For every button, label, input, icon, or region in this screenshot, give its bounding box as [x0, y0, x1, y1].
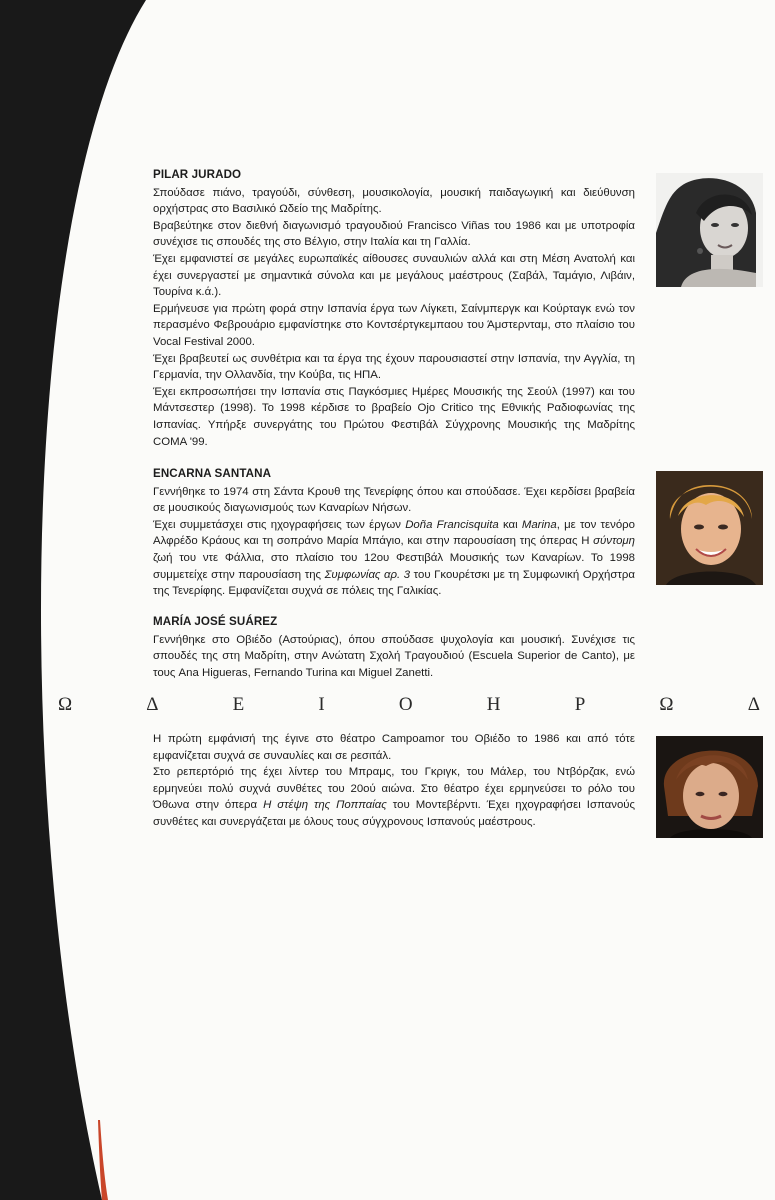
- banner-letter: Δ: [747, 694, 760, 715]
- banner-letter: Δ: [146, 694, 159, 715]
- bio-name: ENCARNA SANTANA: [153, 467, 272, 480]
- bio-paragraph: Γεννήθηκε στο Οβιέδο (Αστούριας), όπου σπούδασε ψυχολογία και μουσική. Συνέχισε τις σπουδές της στη Μαδρίτη, στην Ανώτατη Σχολή Τραγουδιού (Escuela Superior de Canto), με τους Ana Higueras, Fernando Turina και Miguel Zanetti.: [153, 633, 635, 679]
- bio-encarna-santana: [153, 466, 635, 600]
- bio-paragraph: Σπούδασε πιάνο, τραγούδι, σύνθεση, μουσικολογία, μουσική παιδαγωγική και διεύθυνση ορχήστρας στο Βασιλικό Ωδείο της Μαδρίτης.: [153, 186, 635, 216]
- bio-name: MARÍA JOSÉ SUÁREZ: [153, 615, 278, 628]
- banner-letter: Η: [486, 694, 501, 715]
- bio-paragraph: Στο ρεπερτόριό της έχει λίντερ του Μπραμς, του Γκριγκ, του Μάλερ, του Ντβόρζακ, ενώ ερμηνεύει πολύ συχνά συνθέτες του 20ού αιώνα. Στο θέατρο έχει ερμηνεύσει το ρόλο του Όθωνα στην όπερα Η στέψη της Ποππαίας του Μοντεβέρντι. Έχει ηχογραφήσει Ισπανούς συνθέτες και συνεργάζεται με όλους τους σύγχρονους Ισπανούς μαέστρους.: [153, 766, 636, 828]
- bio-paragraph: Η πρώτη εμφάνισή της έγινε στο θέατρο Campoamor του Οβιέδο το 1986 και από τότε εμφανίζεται συχνά σε συναυλίες και σε ρεσιτάλ.: [153, 733, 635, 762]
- portrait-maria-jose-suarez: [656, 736, 763, 838]
- bio-paragraph: Γεννήθηκε το 1974 στη Σάντα Κρουθ της Τενερίφης όπου και σπούδασε. Έχει κερδίσει βραβεία σε μουσικούς διαγωνισμούς των Καναρίων Νήσων.: [153, 485, 635, 515]
- bio-paragraph: Έχει εκπροσωπήσει την Ισπανία στις Παγκόσμιες Ημέρες Μουσικής της Σεούλ (1997) και του Μάντσεστερ (1998). Το 1998 κέρδισε το βραβείο Ojo Critico της Εθνικής Ραδιοφωνίας της Ισπανίας. Υπήρξε συνεργάτης του Πρώτου Φεστιβάλ Σύγχρονης Μουσικής της Μαδρίτης COMA '99.: [153, 385, 635, 448]
- bio-paragraph: Βραβεύτηκε στον διεθνή διαγωνισμό τραγουδιού Francisco Viñas του 1986 και με υποτροφία συνέχισε τις σπουδές της στο Βέλγιο, στην Ιταλία και τη Γαλλία.: [153, 219, 635, 249]
- banner-letter: Ε: [232, 694, 245, 715]
- bio-paragraph: Έχει εμφανιστεί σε μεγάλες ευρωπαϊκές αίθουσες συναυλιών αλλά και στη Μέση Ανατολή και έχει συνεργαστεί με σημαντικά σύνολα και με μεγάλους μαέστρους (Σαβάλ, Ταμάγιο, Λιβάιν, Τουρίνα κ.ά.).: [153, 252, 635, 299]
- bio-paragraph: Έχει βραβευτεί ως συνθέτρια και τα έργα της έχουν παρουσιαστεί στην Ισπανία, την Αγγλία, τη Γερμανία, την Ολλανδία, την Κούβα, τις ΗΠΑ.: [153, 352, 635, 382]
- portrait-encarna-santana: [656, 471, 763, 585]
- bio-pilar-jurado: [153, 167, 635, 450]
- portrait-pilar-jurado: [656, 173, 763, 287]
- banner-letter: Ω: [659, 694, 674, 715]
- bio-maria-jose-suarez-continued: [153, 731, 635, 831]
- bio-name: PILAR JURADO: [153, 168, 242, 181]
- banner-letter: Ο: [398, 694, 413, 715]
- bio-paragraph: Ερμήνευσε για πρώτη φορά στην Ισπανία έργα των Λίγκετι, Σαίνμπεργκ και Κούρταγκ ενώ τον περασμένο Φεβρουάριο εμφανίστηκε στο Κοντσέρτγκεμπαου του Άμστερνταμ, στο πλαίσιο του Vocal Festival 2000.: [153, 302, 635, 348]
- banner-letter: Ι: [318, 694, 325, 715]
- banner-letter: Ω: [58, 694, 73, 715]
- bio-maria-jose-suarez: [153, 614, 635, 681]
- bio-paragraph: Έχει συμμετάσχει στις ηχογραφήσεις των έργων Doña Francisquita και Marina, με τον τενόρο Αλφρέδο Κράους και τη σοπράνο Μαρία Μπάγιο, και στην παρουσίαση της όπερας Η σύντομη ζωή του ντε Φάλλια, στο πλαίσιο του 12ου Φεστιβάλ Μουσικής των Καναρίων. Το 1998 συμμετείχε στην παρουσίαση της Συμφωνίας αρ. 3 του Γκουρέτσκι με τη Συμφωνική Ορχήστρα της Τενερίφης. Εμφανίζεται συχνά σε πόλεις της Γαλικίας.: [153, 518, 635, 598]
- banner-letter: Ρ: [574, 694, 586, 715]
- odeio-iroda-banner: [52, 690, 774, 720]
